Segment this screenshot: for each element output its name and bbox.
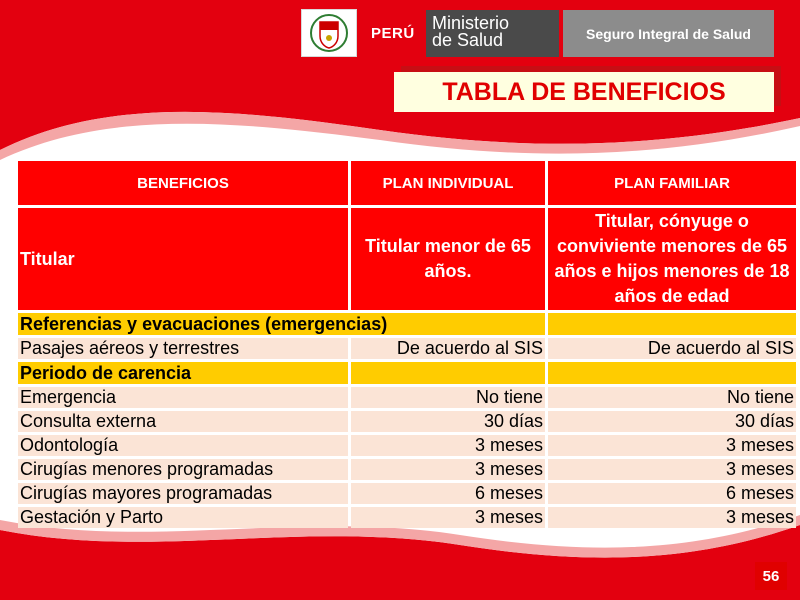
section-label-carencia: Periodo de carencia xyxy=(18,362,348,384)
titular-row xyxy=(18,208,796,310)
table-header-row xyxy=(18,161,796,205)
row-label: Consulta externa xyxy=(18,411,348,432)
benefits-table xyxy=(15,158,799,531)
table-row xyxy=(18,483,796,504)
ministry-line-1: Ministerio xyxy=(432,13,510,33)
row-familiar: 3 meses xyxy=(548,435,796,456)
row-individual: 6 meses xyxy=(351,483,545,504)
row-familiar: De acuerdo al SIS xyxy=(548,338,796,359)
table-row xyxy=(18,411,796,432)
row-individual: De acuerdo al SIS xyxy=(351,338,545,359)
row-familiar: 30 días xyxy=(548,411,796,432)
section-empty-cell xyxy=(548,362,796,384)
ministry-logo xyxy=(426,10,559,57)
row-familiar: 6 meses xyxy=(548,483,796,504)
slide-title: TABLA DE BENEFICIOS xyxy=(394,72,774,112)
row-individual: 3 meses xyxy=(351,435,545,456)
sis-logo: Seguro Integral de Salud xyxy=(563,10,774,57)
row-individual: 3 meses xyxy=(351,459,545,480)
page-number: 56 xyxy=(755,562,787,590)
row-label: Odontología xyxy=(18,435,348,456)
row-label: Emergencia xyxy=(18,387,348,408)
header-benefits: BENEFICIOS xyxy=(18,161,348,205)
country-label: PERÚ xyxy=(371,25,415,42)
row-individual: No tiene xyxy=(351,387,545,408)
row-familiar: 3 meses xyxy=(548,459,796,480)
header-individual: PLAN INDIVIDUAL xyxy=(351,161,545,205)
row-individual: 3 meses xyxy=(351,507,545,528)
table-row xyxy=(18,507,796,528)
row-familiar: No tiene xyxy=(548,387,796,408)
table-row xyxy=(18,387,796,408)
ministry-line-2: de Salud xyxy=(432,30,504,50)
row-label: Gestación y Parto xyxy=(18,507,348,528)
section-row-carencia xyxy=(18,362,796,384)
row-familiar: 3 meses xyxy=(548,507,796,528)
table-row xyxy=(18,459,796,480)
titular-label: Titular xyxy=(18,208,348,310)
table-row xyxy=(18,435,796,456)
titular-familiar: Titular, cónyuge o conviviente menores de 65 años e hijos menores de 18 años de edad xyxy=(548,208,796,310)
header-familiar: PLAN FAMILIAR xyxy=(548,161,796,205)
section-empty-cell xyxy=(351,362,545,384)
section-row-referencias xyxy=(18,313,796,335)
row-individual: 30 días xyxy=(351,411,545,432)
peru-coat-of-arms-logo xyxy=(301,9,357,57)
table-row xyxy=(18,338,796,359)
section-empty-cell xyxy=(548,313,796,335)
row-label: Cirugías menores programadas xyxy=(18,459,348,480)
titular-individual: Titular menor de 65 años. xyxy=(351,208,545,310)
section-label-referencias: Referencias y evacuaciones (emergencias) xyxy=(18,313,545,335)
row-label: Pasajes aéreos y terrestres xyxy=(18,338,348,359)
row-label: Cirugías mayores programadas xyxy=(18,483,348,504)
